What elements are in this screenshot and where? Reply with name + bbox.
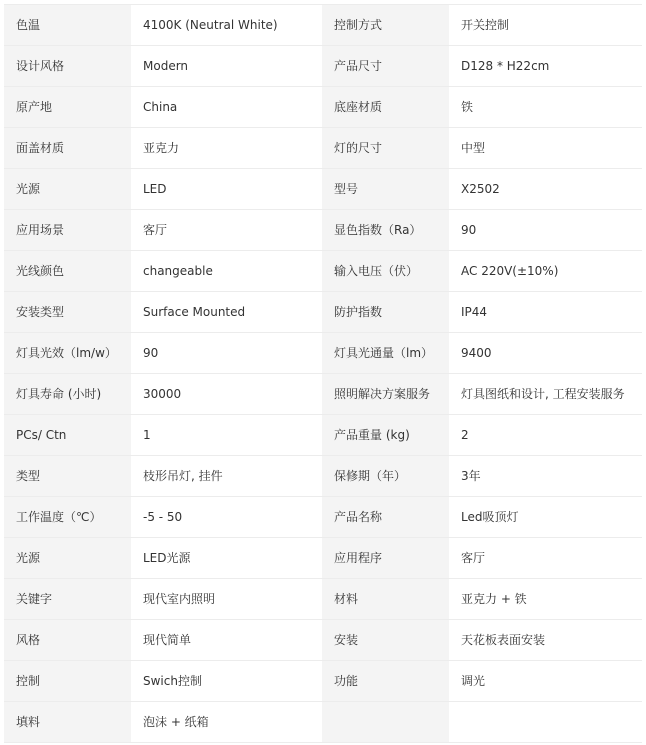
spec-value: 4100K (Neutral White) <box>131 5 322 46</box>
spec-label: 原产地 <box>4 87 131 128</box>
spec-row <box>4 292 642 333</box>
spec-row <box>4 333 642 374</box>
spec-row <box>4 5 642 46</box>
spec-label: 面盖材质 <box>4 128 131 169</box>
spec-label: 设计风格 <box>4 46 131 87</box>
spec-value: 泡沫 + 纸箱 <box>131 702 322 743</box>
spec-value: 9400 <box>449 333 642 374</box>
spec-row <box>4 702 642 743</box>
spec-value: 90 <box>131 333 322 374</box>
spec-value: LED光源 <box>131 538 322 579</box>
spec-row <box>4 661 642 702</box>
spec-label: 光线颜色 <box>4 251 131 292</box>
spec-value: Modern <box>131 46 322 87</box>
spec-value: 亚克力 <box>131 128 322 169</box>
spec-label: 灯的尺寸 <box>322 128 449 169</box>
spec-value: 30000 <box>131 374 322 415</box>
spec-value: 客厅 <box>131 210 322 251</box>
spec-label: 控制 <box>4 661 131 702</box>
spec-label: 关键字 <box>4 579 131 620</box>
spec-label: 控制方式 <box>322 5 449 46</box>
spec-value: 天花板表面安装 <box>449 620 642 661</box>
spec-label: 灯具寿命 (小时) <box>4 374 131 415</box>
spec-row <box>4 538 642 579</box>
spec-label: 安装类型 <box>4 292 131 333</box>
spec-value: 1 <box>131 415 322 456</box>
spec-label: 输入电压（伏） <box>322 251 449 292</box>
spec-row <box>4 87 642 128</box>
spec-value: changeable <box>131 251 322 292</box>
spec-label: 产品尺寸 <box>322 46 449 87</box>
spec-label: 光源 <box>4 169 131 210</box>
spec-row <box>4 620 642 661</box>
spec-row <box>4 46 642 87</box>
spec-value: IP44 <box>449 292 642 333</box>
spec-label: 风格 <box>4 620 131 661</box>
spec-label <box>322 702 449 743</box>
spec-value: China <box>131 87 322 128</box>
spec-value: 现代简单 <box>131 620 322 661</box>
spec-label: 类型 <box>4 456 131 497</box>
spec-value: 2 <box>449 415 642 456</box>
spec-label: 光源 <box>4 538 131 579</box>
spec-value: 枝形吊灯, 挂件 <box>131 456 322 497</box>
spec-row <box>4 251 642 292</box>
spec-label: 型号 <box>322 169 449 210</box>
spec-value: AC 220V(±10%) <box>449 251 642 292</box>
spec-row <box>4 579 642 620</box>
spec-label: 产品重量 (kg) <box>322 415 449 456</box>
spec-label: 底座材质 <box>322 87 449 128</box>
spec-label: 安装 <box>322 620 449 661</box>
spec-label: 显色指数（Ra） <box>322 210 449 251</box>
spec-value: 现代室内照明 <box>131 579 322 620</box>
spec-label: 填料 <box>4 702 131 743</box>
spec-row <box>4 415 642 456</box>
spec-value: -5 - 50 <box>131 497 322 538</box>
spec-label: 灯具光效（lm/w） <box>4 333 131 374</box>
spec-label: 色温 <box>4 5 131 46</box>
spec-value: 3年 <box>449 456 642 497</box>
spec-label: 灯具光通量（lm） <box>322 333 449 374</box>
spec-value: 铁 <box>449 87 642 128</box>
spec-row <box>4 374 642 415</box>
spec-table-body <box>4 5 642 743</box>
spec-label: 应用场景 <box>4 210 131 251</box>
spec-value: LED <box>131 169 322 210</box>
spec-label: PCs/ Ctn <box>4 415 131 456</box>
spec-value: 灯具图纸和设计, 工程安装服务 <box>449 374 642 415</box>
spec-row <box>4 456 642 497</box>
spec-value: 调光 <box>449 661 642 702</box>
spec-label: 产品名称 <box>322 497 449 538</box>
spec-table <box>4 4 642 743</box>
spec-value: 亚克力 + 铁 <box>449 579 642 620</box>
spec-value: 客厅 <box>449 538 642 579</box>
spec-label: 功能 <box>322 661 449 702</box>
spec-row <box>4 128 642 169</box>
spec-value: Led吸顶灯 <box>449 497 642 538</box>
spec-label: 材料 <box>322 579 449 620</box>
spec-label: 防护指数 <box>322 292 449 333</box>
spec-value <box>449 702 642 743</box>
spec-label: 照明解决方案服务 <box>322 374 449 415</box>
spec-value: Swich控制 <box>131 661 322 702</box>
spec-label: 保修期（年） <box>322 456 449 497</box>
spec-value: D128 * H22cm <box>449 46 642 87</box>
spec-row <box>4 169 642 210</box>
spec-value: 90 <box>449 210 642 251</box>
spec-label: 工作温度（℃） <box>4 497 131 538</box>
spec-value: 中型 <box>449 128 642 169</box>
spec-value: Surface Mounted <box>131 292 322 333</box>
spec-row <box>4 210 642 251</box>
spec-row <box>4 497 642 538</box>
spec-label: 应用程序 <box>322 538 449 579</box>
spec-value: X2502 <box>449 169 642 210</box>
spec-value: 开关控制 <box>449 5 642 46</box>
